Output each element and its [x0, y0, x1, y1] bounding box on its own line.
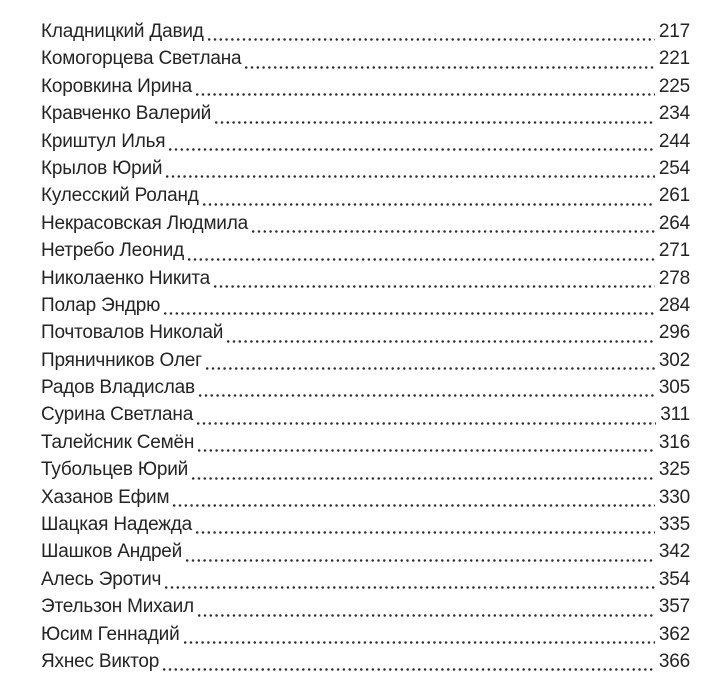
dot-leader [214, 285, 655, 288]
dot-leader [184, 641, 655, 644]
dot-leader [203, 203, 655, 206]
toc-entry [41, 651, 690, 678]
toc-entry-name: Некрасовская Людмила [41, 212, 248, 234]
toc-entry-name: Кладницкий Давид [41, 21, 204, 42]
dot-leader [227, 340, 655, 343]
dot-leader [198, 449, 655, 452]
toc-entry-page: 217 [658, 21, 690, 42]
dot-leader [206, 367, 655, 370]
toc-entry [41, 541, 690, 568]
toc-entry [41, 322, 690, 349]
toc-entry-name: Этельзон Михаил [41, 596, 194, 618]
toc-entry-name: Тубольцев Юрий [41, 459, 189, 481]
dot-leader [196, 93, 655, 96]
toc-entry-page: 254 [658, 157, 690, 179]
toc-entry-name: Комогорцева Светлана [41, 48, 242, 70]
toc-entry-name: Хазанов Ефим [41, 486, 170, 508]
toc-entry-page: 305 [658, 377, 690, 399]
toc-entry-name: Почтовалов Николай [41, 322, 224, 344]
dot-leader [169, 148, 655, 151]
toc-entry [41, 514, 690, 541]
toc-entry-page: 261 [658, 185, 690, 207]
toc-entry-name: Кравченко Валерий [41, 103, 212, 125]
toc-entry [41, 103, 690, 130]
toc-entry-name: Нетребо Леонид [41, 240, 185, 262]
toc-entry-page: 366 [658, 650, 690, 672]
toc-entry [41, 76, 690, 103]
toc-entry-page: 362 [658, 623, 690, 645]
toc-entry [41, 404, 690, 431]
toc-entry-page: 342 [658, 541, 690, 563]
dot-leader [199, 394, 655, 397]
toc-entry-page: 264 [658, 212, 690, 234]
toc-entry [41, 268, 690, 295]
dot-leader [164, 312, 655, 315]
toc-entry [41, 213, 690, 240]
dot-leader [166, 175, 655, 178]
toc-entry [41, 487, 690, 514]
toc-entry-name: Кулесский Роланд [41, 185, 199, 207]
toc-entry-name: Шашков Андрей [41, 541, 183, 563]
dot-leader [192, 477, 655, 480]
toc-entry-page: 296 [658, 322, 690, 344]
toc-entry-page: 221 [658, 48, 690, 70]
toc-entry-page: 325 [658, 459, 690, 481]
toc-entry [41, 158, 690, 185]
toc-entry-page: 271 [658, 240, 690, 262]
toc-entry-page: 354 [658, 568, 690, 590]
toc-entry-page: 335 [658, 514, 690, 536]
dot-leader [245, 66, 654, 69]
toc-entry [41, 432, 690, 459]
dot-leader [197, 422, 656, 425]
toc-entry-name: Радов Владислав [41, 377, 195, 399]
dot-leader [196, 531, 655, 534]
dot-leader [188, 258, 655, 261]
toc-entry [41, 569, 690, 596]
toc-entry-page: 316 [658, 431, 690, 453]
dot-leader [198, 614, 655, 617]
dot-leader [208, 38, 655, 41]
toc-entry-page: 302 [658, 349, 690, 371]
dot-leader [163, 668, 655, 671]
toc-entry [41, 596, 690, 623]
toc-entry-page: 357 [658, 596, 690, 618]
toc-entry-name: Пряничников Олег [41, 349, 202, 371]
toc-entry-name: Алесь Эротич [41, 568, 162, 590]
toc-entry [41, 295, 690, 322]
toc-entry-page: 284 [658, 294, 690, 316]
dot-leader [252, 230, 655, 233]
toc-entry-name: Николаенко Никита [41, 267, 211, 289]
toc-entry [41, 350, 690, 377]
toc-entry-page: 234 [658, 103, 690, 125]
toc-entry-page: 225 [658, 75, 690, 97]
toc-entry [41, 377, 690, 404]
toc-entry-name: Юсим Геннадий [41, 623, 180, 645]
toc-entry-page: 278 [658, 267, 690, 289]
toc-entry-name: Коровкина Ирина [41, 75, 193, 97]
toc-entry-name: Сурина Светлана [41, 404, 194, 426]
toc-entry-page: 244 [658, 130, 690, 152]
toc-entry [41, 240, 690, 267]
toc-entry [41, 185, 690, 212]
dot-leader [165, 586, 655, 589]
toc-list [41, 21, 690, 678]
toc-entry-name: Крылов Юрий [41, 157, 163, 179]
toc-entry [41, 624, 690, 651]
toc-entry-name: Шацкая Надежда [41, 514, 193, 536]
toc-entry [41, 48, 690, 75]
dot-leader [173, 504, 655, 507]
toc-entry-name: Криштул Илья [41, 130, 166, 152]
toc-entry-page: 311 [660, 404, 690, 426]
dot-leader [215, 121, 655, 124]
toc-entry-name: Полар Эндрю [41, 294, 161, 316]
toc-entry [41, 459, 690, 486]
dot-leader [186, 559, 655, 562]
toc-entry [41, 21, 690, 48]
toc-entry [41, 131, 690, 158]
toc-entry-page: 330 [658, 486, 690, 508]
toc-entry-name: Талейсник Семён [41, 431, 195, 453]
toc-entry-name: Яхнес Виктор [41, 650, 160, 672]
